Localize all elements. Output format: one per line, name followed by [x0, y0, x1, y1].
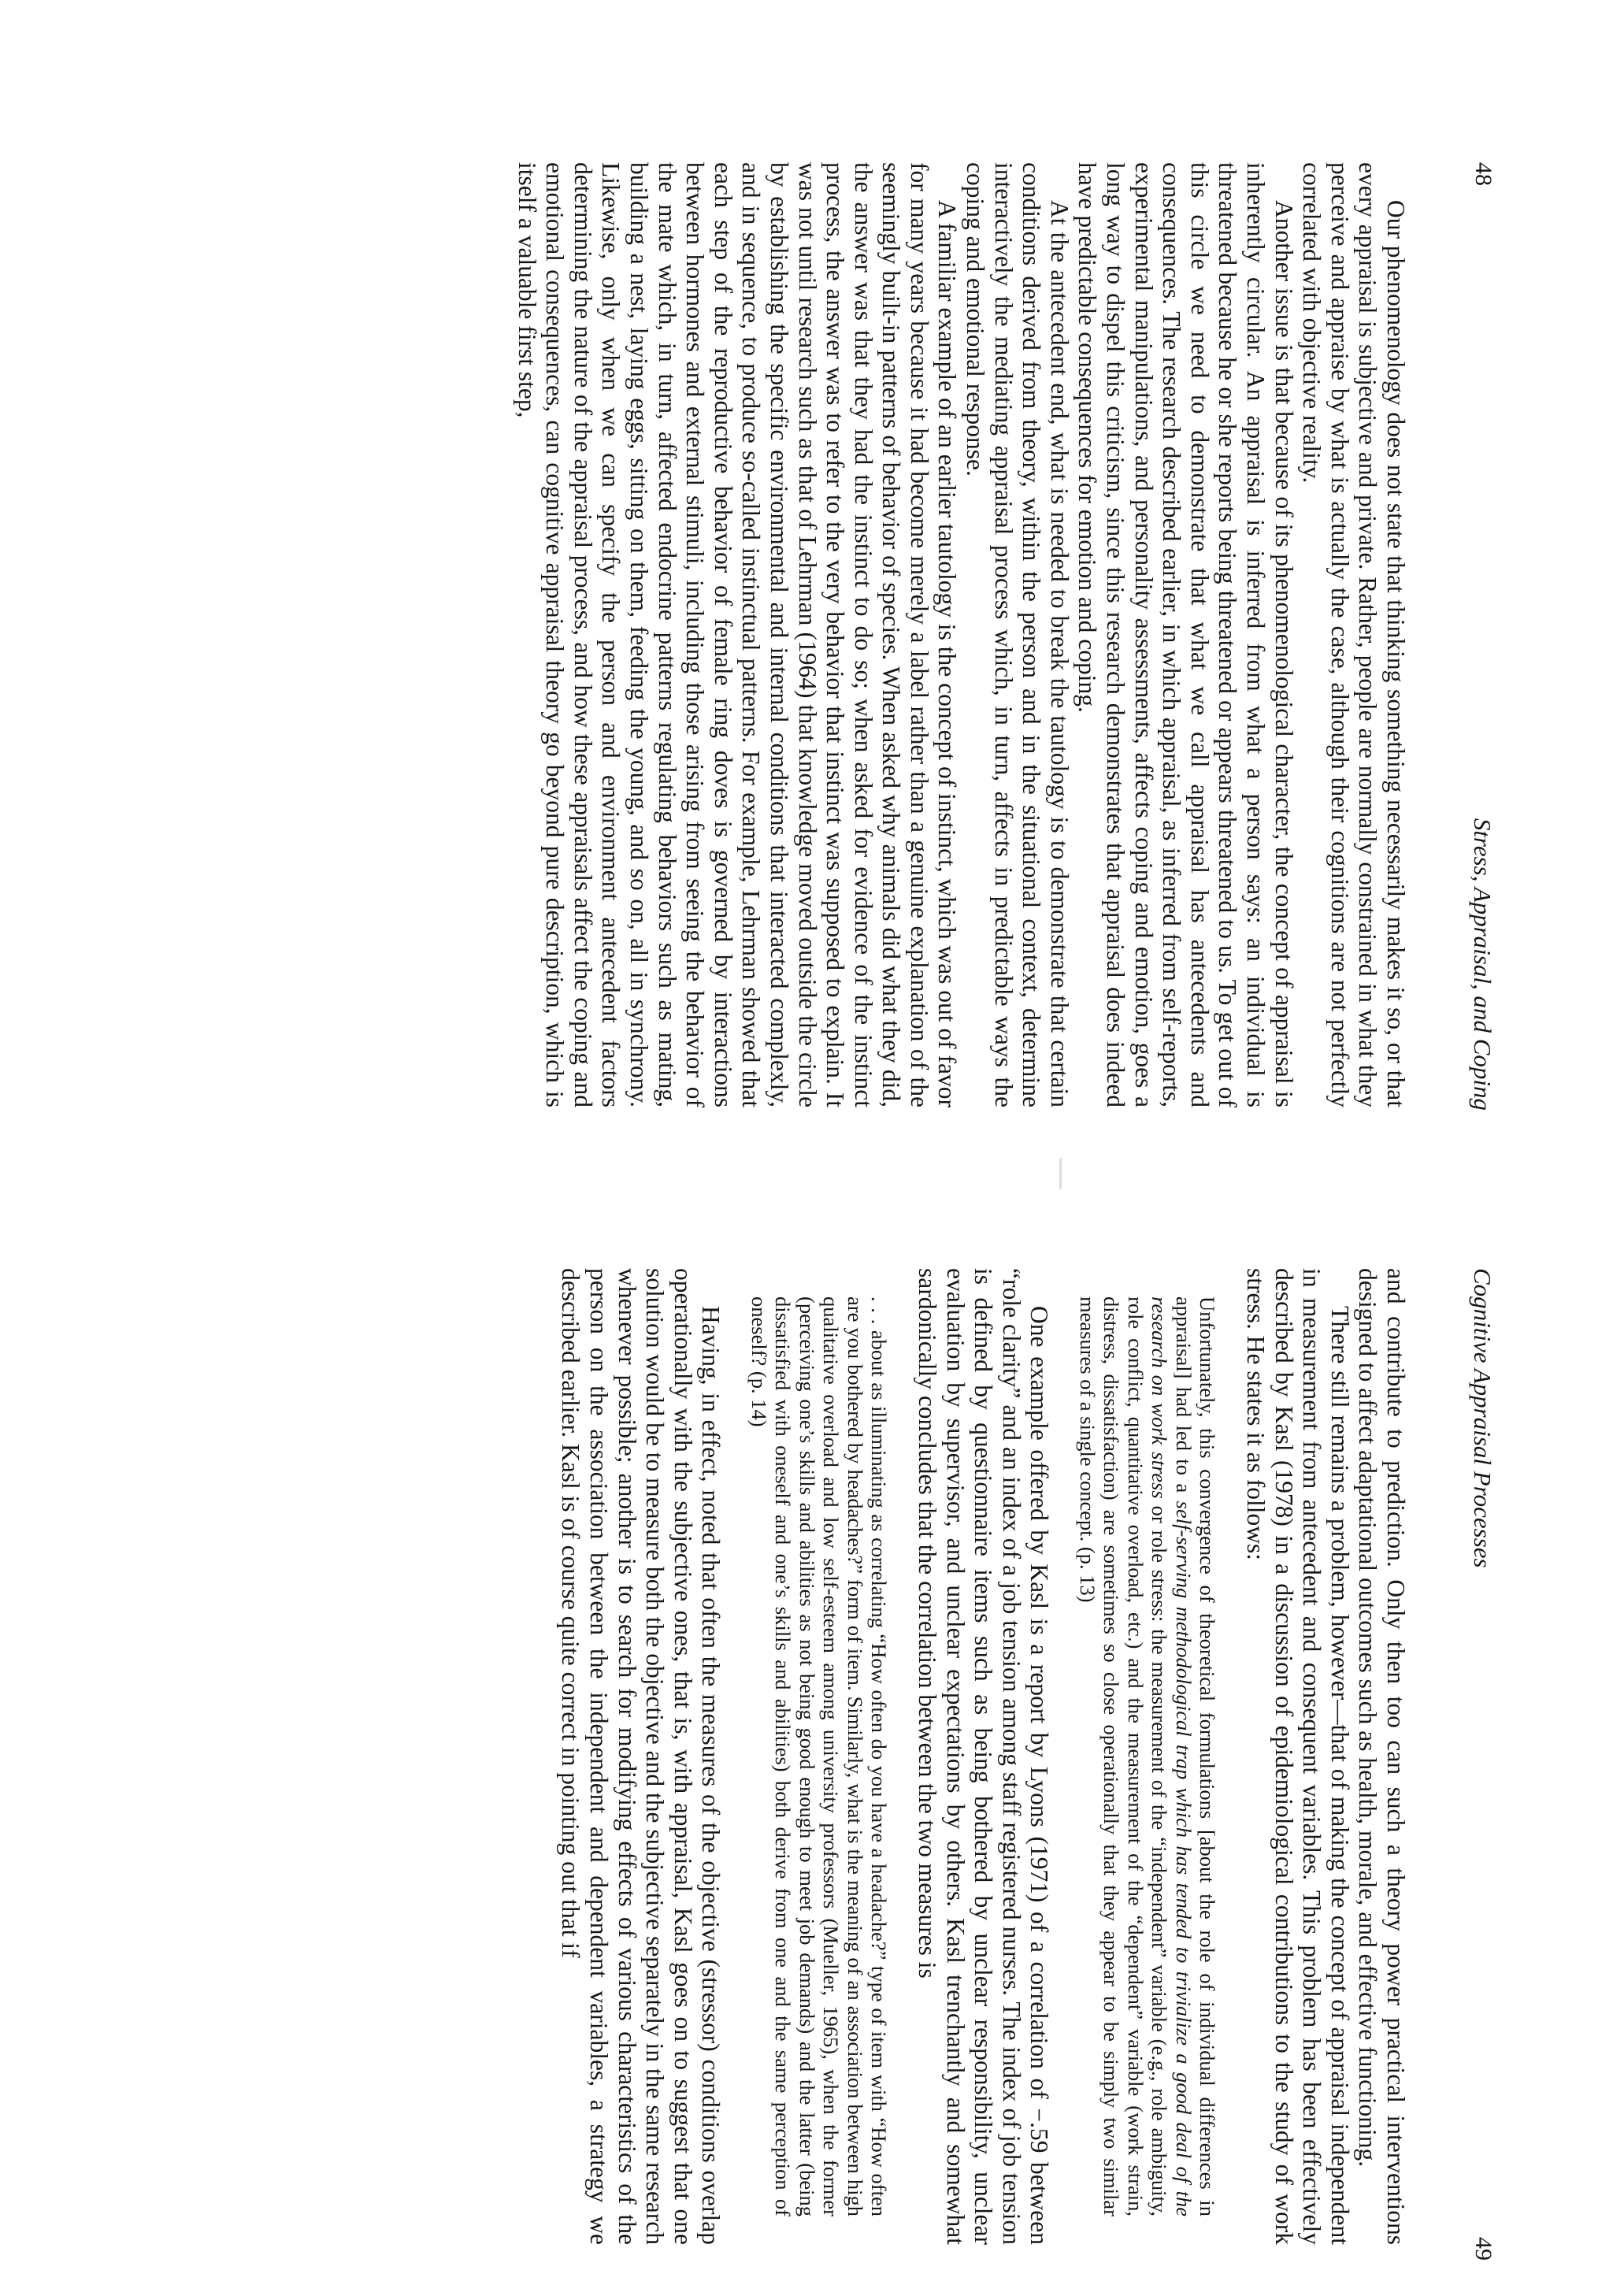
page-number: 48	[1470, 162, 1496, 186]
block-quote	[1075, 1296, 1219, 2216]
paragraph: One example offered by Kasl is a report by Lyons (1971) of a correlation of −.59 between “role clarity” and an index of a job tension among staff registered nurses. The index of job tension is defined by questionnaire items such as being bothered by unclear responsibility, unclear evaluation by supervisor, and unclear expectations by others. Kasl trenchantly and somewhat sardonically concludes that the correlation between the two measures is	[914, 1268, 1054, 2245]
quote-text: . . . about as illuminating as correlating “How often do you have a headache?” type of item with “How often are you bothered by headaches?” form of item. Similarly, what is the meaning of an association between high qualitative overload and low self-esteem among university professors (Mueller, 1965), when the former (perceiving one’s skills and abilities as not being good enough to meet job demands) and the latter (being dissatisfied with oneself and one’s skills and abilities) both derive from one and the same perception of oneself? (p. 14)	[747, 1296, 892, 2216]
running-head	[1465, 162, 1496, 1111]
paragraph: At the antecedent end, what is needed to break the tautology is to demonstrate that certain conditions derived from theory, within the person and in the situational context, determine interactively the mediating appraisal process which, in turn, affects in predictable ways the coping and emotional response.	[962, 162, 1073, 1107]
scan-artifact	[1059, 1158, 1062, 1189]
paragraph: Having, in effect, noted that often the measures of the objective (stressor) conditions overlap operationally with the subjective ones, that is, with appraisal, Kasl goes on to suggest that one solution would be to measure both the objective and the subjective separately in the same research whenever possible; another is to search for modifying effects of various characteristics of the person on the association between the independent and dependent variables, a strategy we described earlier. Kasl is of course quite correct in pointing out that if	[557, 1268, 725, 2245]
quote-text: Unfortunately, this convergence of theoretical formulations [about the role of individual differences in appraisal] had led to a	[1171, 1296, 1220, 2216]
paragraph: A familiar example of an earlier tautology is the concept of instinct, which was out of favor for many years because it had become merely a label rather than a genuine explanation of the seemingly built-in patterns of behavior of species. When asked why animals did what they did, the answer was that they had the instinct to do so; when asked for evidence of the instinct process, the answer was to refer to the very behavior that instinct was supposed to explain. It was not until research such as that of Lehrman (1964) that knowledge moved outside the circle by establishing the specific environmental and internal conditions that interacted complexly, and in sequence, to produce so-called instinctual patterns. For example, Lehrman showed that each step of the reproductive behavior of female ring doves is governed by interactions between hormones and external stimuli, including those arising from seeing the behavior of the mate which, in turn, affected endocrine patterns regulating behaviors such as mating, building a nest, laying eggs, sitting on them, feeding the young, and so on, all in synchrony. Likewise, only when we can specify the person and environment antecedent factors determining the nature of the appraisal process, and how these appraisals affect the coping and emotional consequences, can cognitive appraisal theory go beyond pure description, which is itself a valuable first step,	[513, 162, 962, 1108]
left-page	[0, 87, 1613, 1142]
block-quote	[747, 1296, 891, 2216]
body-text	[557, 1268, 1410, 2245]
page-number: 49	[1470, 2237, 1496, 2261]
running-head	[1465, 1268, 1496, 2261]
paragraph: There still remains a problem, however—that of making the concept of appraisal independent in measurement from antecedent and consequent variables. This problem has been effectively described by Kasl (1978) in a discussion of epidemiological contributions to the study of work stress. He states it as follows:	[1242, 1268, 1354, 2245]
right-page	[0, 1237, 1613, 2292]
quote-text: or role stress: the measurement of the “independent” variable (e.g., role ambiguity, role conflict, quantitative overload, etc.) and the measurement of the “dependent” variable (work strain, distress, dissatisfaction) are sometimes so close operationally that they appear to be simply two similar measures of a single concept. (p. 13)	[1075, 1296, 1172, 2216]
body-text	[513, 162, 1410, 1107]
quote-emphasis: self-serving methodological trap which has tended to trivialize a good deal of the research on work stress	[1148, 1296, 1196, 2217]
paragraph: Another issue is that because of its phenomenological character, the concept of appraisal is inherently circular. An appraisal is inferred from what a person says: an individual is threatened because he or she reports being threatened or appears threatened to us. To get out of this circle we need to demonstrate that what we call appraisal has antecedents and consequences. The research described earlier, in which appraisal, as inferred from self-reports, experimental manipulations, and personality assessments, affects coping and emotion, goes a long way to dispel this criticism, since this research demonstrates that appraisal does indeed have predictable consequences for emotion and coping.	[1073, 162, 1298, 1107]
running-head-title: Cognitive Appraisal Processes	[1469, 1268, 1496, 1568]
paragraph: Our phenomenology does not state that thinking something necessarily makes it so, or that every appraisal is subjective and private. Rather, people are normally constrained in what they perceive and appraise by what is actually the case, although their cognitions are not perfectly correlated with objective reality.	[1298, 162, 1410, 1107]
running-head-title: Stress, Appraisal, and Coping	[1469, 818, 1496, 1111]
paragraph: and contribute to prediction. Only then too can such a theory power practical interventions designed to affect adaptational outcomes such as health, morale, and effective functioning.	[1354, 1268, 1410, 2245]
